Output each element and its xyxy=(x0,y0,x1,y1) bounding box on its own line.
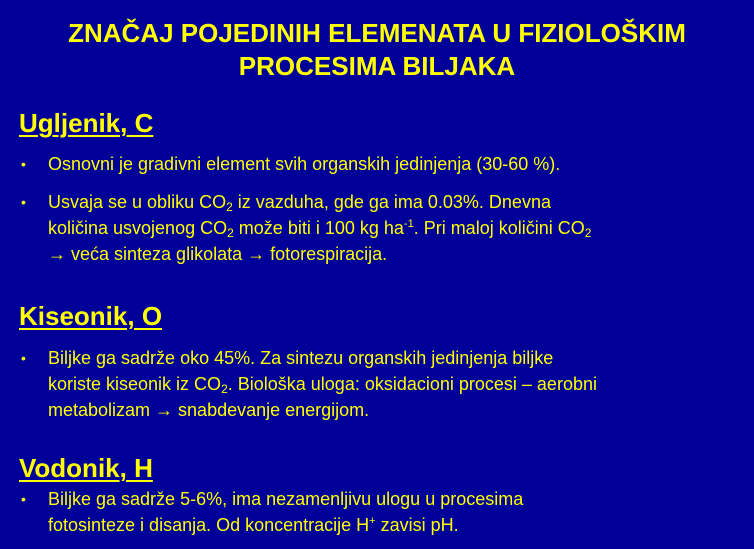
slide-title-line-1: ZNAČAJ POJEDINIH ELEMENATA U FIZIOLOŠKIM xyxy=(68,18,686,48)
bullet-text xyxy=(48,151,748,177)
bullet-line: metabolizam → snabdevanje energijom. xyxy=(48,400,370,420)
bullet-text xyxy=(48,345,748,423)
bullet-line: fotosinteze i disanja. Od koncentracije H+ zavisi pH. xyxy=(48,515,459,535)
bullet-line: Biljke ga sadrže 5-6%, ima nezamenljivu ulogu u procesima xyxy=(48,489,524,509)
bullet-line: → veća sinteza glikolata → fotorespiracija. xyxy=(48,244,388,264)
bullet-line: Osnovni je gradivni element svih organskih jedinjenja (30-60 %). xyxy=(48,154,561,174)
bullet-text xyxy=(48,189,748,267)
bullet-icon: • xyxy=(21,156,26,172)
bullet-line: Usvaja se u obliku $CO_2$ iz vazduha, gde ga ima 0.03%. Dnevna xyxy=(48,192,551,214)
section-heading-vodonik: Vodonik, H xyxy=(19,453,153,483)
bullet-line: količina usvojenog $CO_2$ može biti i 100 kg $ha^{-1}$. Pri maloj količini $CO_2$ xyxy=(48,218,592,240)
bullet-icon: • xyxy=(21,350,26,366)
section-heading-kiseonik: Kiseonik, O xyxy=(19,301,163,331)
bullet-line: koriste kiseonik iz $CO_2$. Biološka uloga: oksidacioni procesi – aerobni xyxy=(48,374,597,396)
bullet-text xyxy=(48,486,748,538)
bullet-icon: • xyxy=(21,194,26,210)
section-heading-ugljenik: Ugljenik, C xyxy=(19,108,154,138)
bullet-icon: • xyxy=(21,491,26,507)
slide-title-line-2: PROCESIMA BILJAKA xyxy=(238,51,516,81)
bullet-line: Biljke ga sadrže oko 45%. Za sintezu organskih jedinjenja biljke xyxy=(48,348,554,368)
